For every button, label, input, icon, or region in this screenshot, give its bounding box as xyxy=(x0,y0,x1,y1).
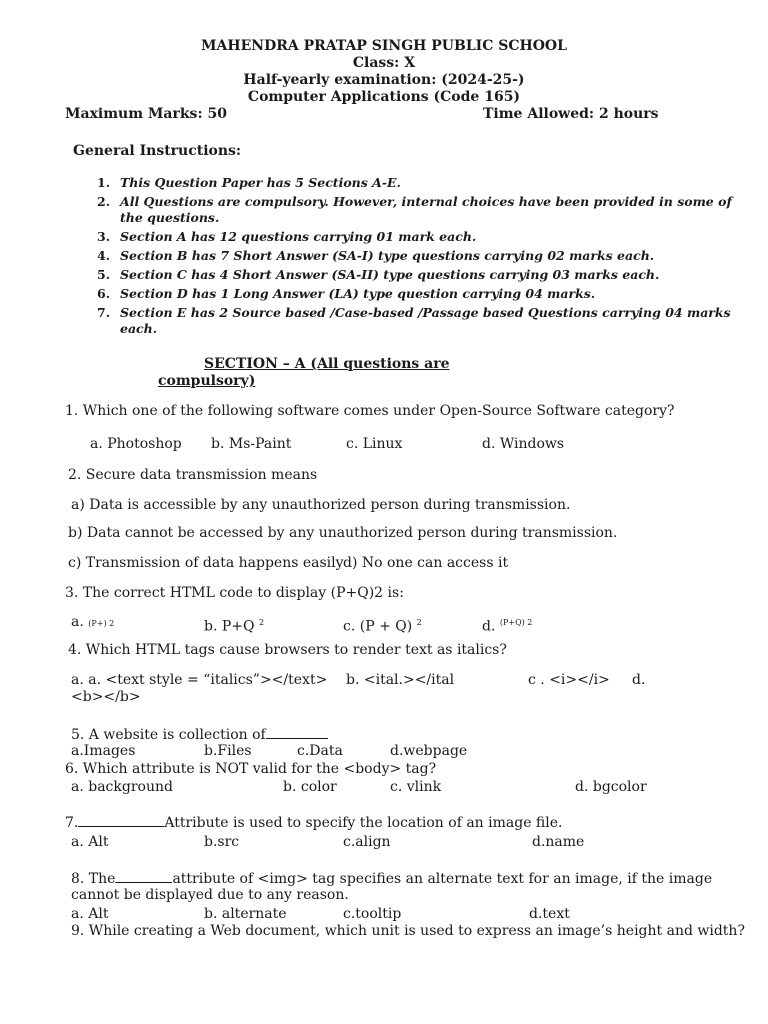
instruction-number: 2. xyxy=(97,194,111,209)
instruction-number: 4. xyxy=(97,248,111,263)
answer-blank xyxy=(115,870,172,883)
option-b-text: b. P+Q xyxy=(204,618,255,635)
option-b: b.src xyxy=(204,834,240,850)
option-c: c) Transmission of data happens easily xyxy=(68,555,344,571)
option-d-label: d. xyxy=(482,618,496,635)
instruction-number: 5. xyxy=(97,267,111,282)
option-d: d. xyxy=(632,672,646,688)
instruction-item: Section D has 1 Long Answer (LA) type question carrying 04 marks. xyxy=(120,286,596,301)
option-c: c. Linux xyxy=(346,436,403,452)
option-b-superscript: 2 xyxy=(258,618,265,627)
answer-blank xyxy=(266,726,328,739)
option-a: a. Photoshop xyxy=(90,436,182,452)
exam-title: Half-yearly examination: (2024-25-) xyxy=(243,72,525,88)
instruction-item: This Question Paper has 5 Sections A-E. xyxy=(120,175,401,190)
option-b: b. color xyxy=(283,779,337,795)
option-a: a. a. <text style = “italics”></text> xyxy=(71,672,328,688)
max-marks: Maximum Marks: 50 xyxy=(65,106,227,122)
option-b: b.Files xyxy=(204,743,252,759)
option-c-superscript: 2 xyxy=(416,618,422,627)
instruction-item: All Questions are compulsory. However, internal choices have been provided in some of xyxy=(120,194,732,209)
option-c: c.align xyxy=(343,834,391,850)
option-b: b) Data cannot be accessed by any unauthorized person during transmission. xyxy=(68,525,618,541)
option-d: d.name xyxy=(532,834,585,850)
option-a: a. background xyxy=(71,779,173,795)
instruction-number: 6. xyxy=(97,286,111,301)
question-7-number: 7. xyxy=(65,815,79,831)
section-a-heading-cont: compulsory) xyxy=(158,373,256,389)
question-5 xyxy=(71,726,328,744)
instruction-item-cont: the questions. xyxy=(120,210,220,225)
option-a xyxy=(71,614,114,632)
option-b: b. alternate xyxy=(204,906,287,922)
option-c xyxy=(343,614,422,636)
subject-title: Computer Applications (Code 165) xyxy=(247,89,521,105)
instruction-number: 7. xyxy=(97,305,111,320)
option-c: c.tooltip xyxy=(343,906,402,922)
option-a-label: a. xyxy=(71,614,84,630)
question-1: 1. Which one of the following software comes under Open-Source Software category? xyxy=(65,403,675,419)
question-5-text: 5. A website is collection of xyxy=(71,727,266,743)
question-9: 9. While creating a Web document, which unit is used to express an image’s height and width? xyxy=(71,923,745,939)
question-2: 2. Secure data transmission means xyxy=(68,467,318,483)
option-b xyxy=(204,614,264,636)
option-a: a.Images xyxy=(71,743,136,759)
question-4: 4. Which HTML tags cause browsers to render text as italics? xyxy=(68,642,507,658)
option-c: c . <i></i> xyxy=(528,672,610,688)
option-d: d.webpage xyxy=(390,743,468,759)
option-d: d. bgcolor xyxy=(575,779,647,795)
option-d xyxy=(482,614,532,636)
question-8-cont: cannot be displayed due to any reason. xyxy=(71,887,349,903)
option-d: d. Windows xyxy=(482,436,565,452)
option-b: b. Ms-Paint xyxy=(211,436,292,452)
option-c: c. vlink xyxy=(390,779,442,795)
option-d: d) No one can access it xyxy=(343,555,509,571)
question-3: 3. The correct HTML code to display (P+Q)2 is: xyxy=(65,585,404,601)
option-d-cont: <b></b> xyxy=(71,689,141,705)
section-a-heading: SECTION – A (All questions are xyxy=(204,356,450,372)
question-7-text: Attribute is used to specify the location of an image file. xyxy=(164,815,563,831)
instruction-item-cont: each. xyxy=(120,321,158,336)
answer-blank xyxy=(78,814,164,827)
instruction-item: Section A has 12 questions carrying 01 mark each. xyxy=(120,229,477,244)
instruction-item: Section C has 4 Short Answer (SA-II) type questions carrying 03 marks each. xyxy=(120,267,660,282)
instruction-item: Section E has 2 Source based /Case-based /Passage based Questions carrying 04 marks xyxy=(120,305,731,320)
option-a: a. Alt xyxy=(71,906,109,922)
question-6: 6. Which attribute is NOT valid for the <body> tag? xyxy=(65,761,437,777)
school-name: MAHENDRA PRATAP SINGH PUBLIC SCHOOL xyxy=(201,38,567,54)
question-8-text-start: 8. The xyxy=(71,871,116,887)
option-a: a) Data is accessible by any unauthorized person during transmission. xyxy=(71,497,571,513)
option-d: d.text xyxy=(529,906,570,922)
question-7 xyxy=(65,814,562,832)
option-c: c.Data xyxy=(297,743,343,759)
option-d-small-text: (P+Q) 2 xyxy=(499,618,533,627)
instructions-title: General Instructions: xyxy=(73,143,242,159)
option-c-text: c. (P + Q) xyxy=(343,618,413,635)
option-a: a. Alt xyxy=(71,834,109,850)
instruction-item: Section B has 7 Short Answer (SA-I) type questions carrying 02 marks each. xyxy=(120,248,655,263)
class-label: Class: X xyxy=(352,55,416,71)
question-8 xyxy=(71,870,712,888)
time-allowed: Time Allowed: 2 hours xyxy=(483,106,659,122)
option-a-small-text: (P+) 2 xyxy=(88,619,115,628)
option-b: b. <ital.></ital xyxy=(346,672,455,688)
instruction-number: 1. xyxy=(97,175,111,190)
question-8-text-end: attribute of <img> tag specifies an alternate text for an image, if the image xyxy=(172,871,713,887)
instruction-number: 3. xyxy=(97,229,111,244)
